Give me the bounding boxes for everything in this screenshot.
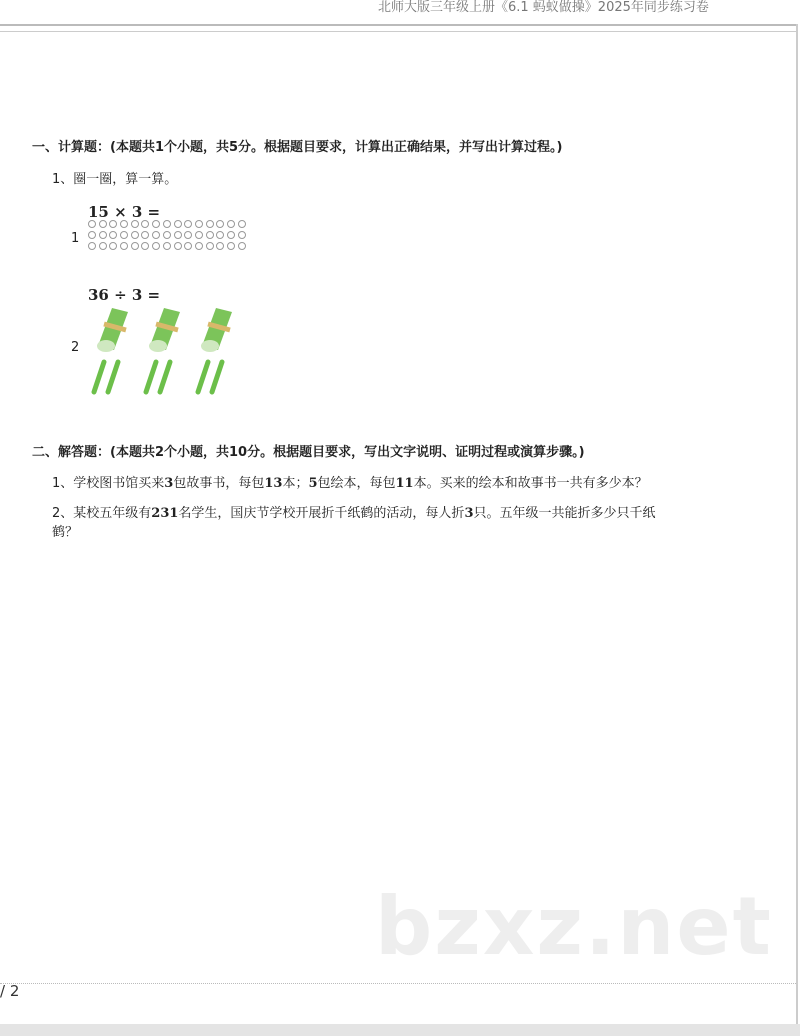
circle: [99, 231, 107, 239]
watermark: bzxz.net: [375, 880, 773, 973]
circle: [227, 242, 235, 250]
circle: [206, 242, 214, 250]
circle: [195, 242, 203, 250]
circle: [99, 242, 107, 250]
stick-bundle: [94, 308, 128, 392]
circle: [88, 220, 96, 228]
header-divider-thin: [0, 31, 796, 32]
circle: [216, 242, 224, 250]
text: 本。买来的绘本和故事书一共有多少本？: [413, 476, 648, 491]
item-number-2: 2: [71, 340, 80, 355]
stick-bundles-image: [90, 304, 250, 396]
circle: [109, 231, 117, 239]
text: 包绘本，每包: [317, 476, 396, 491]
circle: [152, 231, 160, 239]
circle: [120, 220, 128, 228]
number: 13: [264, 476, 283, 491]
section-2-title: 二、解答题：(本题共2个小题，共10分。根据题目要求，写出文字说明、证明过程或演算步骤。): [32, 445, 585, 460]
circle: [174, 242, 182, 250]
circle: [163, 220, 171, 228]
circle: [184, 231, 192, 239]
circle: [131, 231, 139, 239]
number: 3: [464, 506, 474, 521]
section-1-title: 一、计算题：(本题共1个小题，共5分。根据题目要求，计算出正确结果，并写出计算过程。): [32, 140, 563, 155]
text: 包故事书，每包: [173, 476, 265, 491]
question-2-2-continued: 鹤？: [52, 525, 79, 540]
circle: [88, 231, 96, 239]
question-2-1: [52, 472, 648, 491]
number: 5: [308, 476, 318, 491]
question-2-2: [52, 502, 656, 521]
viewer-background: [0, 1024, 800, 1036]
circle: [174, 220, 182, 228]
circle: [120, 242, 128, 250]
circle: [99, 220, 107, 228]
page-edge: [796, 24, 798, 1024]
number: 3: [164, 476, 174, 491]
circle: [227, 231, 235, 239]
text: 1、学校图书馆买来: [52, 476, 165, 491]
stick-bundle: [198, 308, 232, 392]
text: 只。五年级一共能折多少只千纸: [473, 506, 656, 521]
circle: [120, 231, 128, 239]
text: 名学生，国庆节学校开展折千纸鹤的活动，每人折: [178, 506, 465, 521]
circle: [206, 231, 214, 239]
circle: [163, 231, 171, 239]
circle: [163, 242, 171, 250]
question-1-1: 1、圈一圈，算一算。: [52, 172, 178, 187]
stick-bundle: [146, 308, 180, 392]
expression-1: 15 × 3 =: [88, 203, 161, 221]
number: 231: [151, 506, 179, 521]
circle: [238, 220, 246, 228]
circle: [238, 242, 246, 250]
circle-grid: [88, 220, 248, 250]
circle: [131, 242, 139, 250]
circle: [152, 242, 160, 250]
circle: [195, 220, 203, 228]
circle: [227, 220, 235, 228]
circle: [109, 220, 117, 228]
circle: [216, 220, 224, 228]
circle: [141, 220, 149, 228]
circle: [141, 231, 149, 239]
circle: [131, 220, 139, 228]
number: 11: [395, 476, 414, 491]
circle: [195, 231, 203, 239]
circle: [109, 242, 117, 250]
circle: [216, 231, 224, 239]
text: 本；: [282, 476, 309, 491]
circle: [184, 242, 192, 250]
item-number-1: 1: [71, 231, 80, 246]
footer-divider: [0, 983, 796, 984]
circle: [141, 242, 149, 250]
header-divider: [0, 24, 796, 26]
page-number: / 2: [0, 982, 20, 1000]
circle: [184, 220, 192, 228]
circle: [238, 231, 246, 239]
expression-2: 36 ÷ 3 =: [88, 286, 161, 304]
circle: [88, 242, 96, 250]
text: 2、某校五年级有: [52, 506, 152, 521]
circle: [206, 220, 214, 228]
circle: [174, 231, 182, 239]
document-header-title: 北师大版三年级上册《6.1 蚂蚁做操》2025年同步练习卷: [378, 0, 709, 15]
circle: [152, 220, 160, 228]
